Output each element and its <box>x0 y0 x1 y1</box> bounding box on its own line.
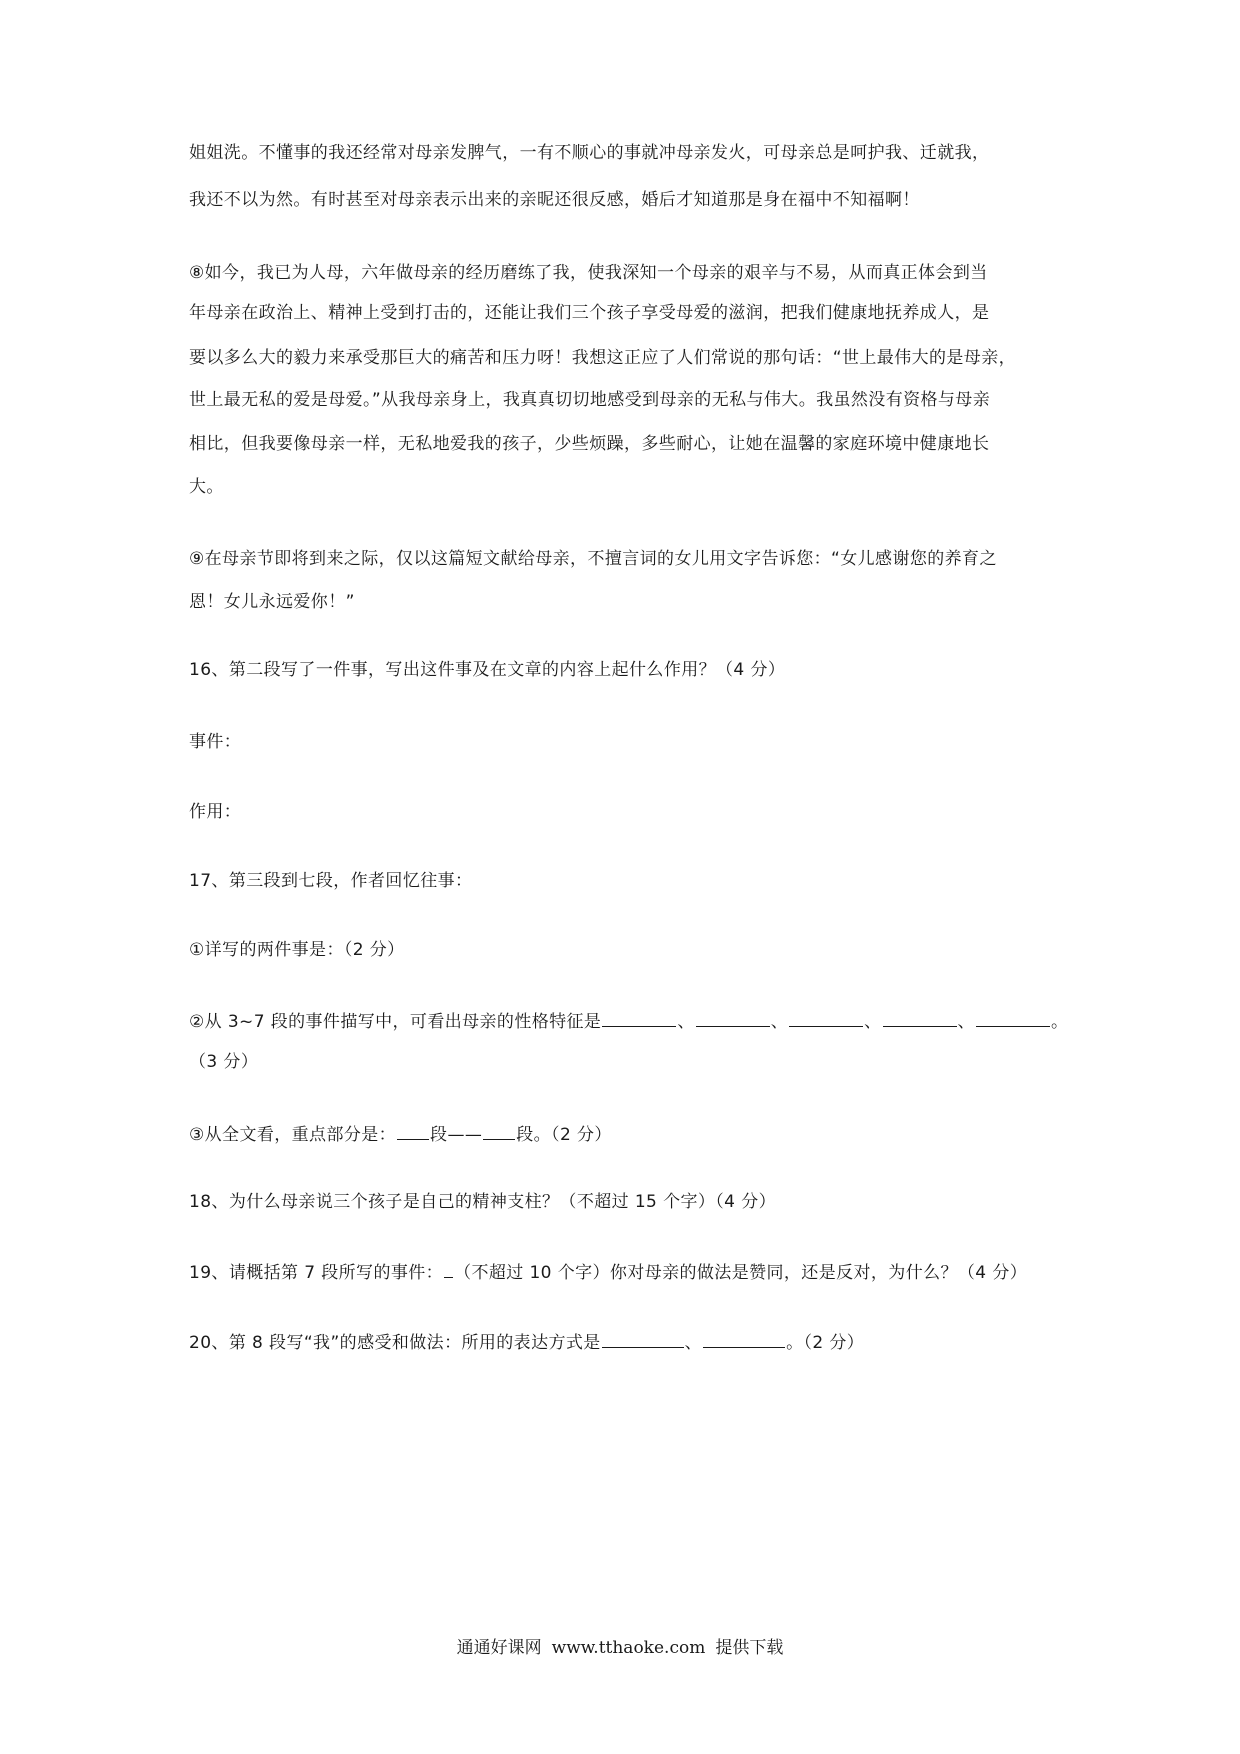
question-19-suffix: （不超过 10 个字）你对母亲的做法是赞同，还是反对，为什么？（4 分） <box>454 1263 1028 1283</box>
answer-blank[interactable] <box>397 1121 429 1140</box>
answer-blank[interactable] <box>703 1329 785 1348</box>
question-17: 17、第三段到七段，作者回忆往事： <box>189 871 473 891</box>
footer-site-name: 通通好课网 <box>456 1638 542 1658</box>
question-19-prefix: 19、请概括第 7 段所写的事件： <box>189 1263 444 1283</box>
paragraph9-line-1: ⑨在母亲节即将到来之际，仅以这篇短文献给母亲，不擅言词的女儿用文字告诉您：“女儿感谢您的养育之 <box>189 549 997 569</box>
answer-blank[interactable] <box>602 1329 684 1348</box>
paragraph8-line-1: ⑧如今，我已为人母，六年做母亲的经历磨练了我，使我深知一个母亲的艰辛与不易，从而真正体会到当 <box>189 263 988 283</box>
question-17-sub3-end: 段。（2 分） <box>516 1125 612 1145</box>
answer-blank[interactable] <box>483 1121 515 1140</box>
answer-blank[interactable] <box>976 1008 1050 1027</box>
paragraph9-line-2: 恩！女儿永远爱你！” <box>189 592 355 612</box>
answer-blank[interactable] <box>602 1008 676 1027</box>
question-17-sub1: ①详写的两件事是：（2 分） <box>189 940 405 960</box>
question-17-sub3 <box>189 1121 612 1147</box>
footer-url[interactable]: www.tthaoke.com <box>551 1638 706 1658</box>
question-20-prefix: 20、第 8 段写“我”的感受和做法：所用的表达方式是 <box>189 1333 601 1353</box>
paragraph8-line-3: 要以多么大的毅力来承受那巨大的痛苦和压力呀！我想这正应了人们常说的那句话：“世上最伟大的是母亲， <box>189 348 1017 368</box>
page-footer <box>0 1636 1240 1660</box>
separator: 、 <box>684 1333 703 1353</box>
period: 。 <box>1050 1012 1069 1032</box>
question-17-sub2-prefix: ②从 3~7 段的事件描写中，可看出母亲的性格特征是 <box>189 1012 602 1032</box>
question-17-sub2-score: （3 分） <box>189 1052 259 1072</box>
answer-blank[interactable] <box>789 1008 863 1027</box>
question-20 <box>189 1329 864 1355</box>
question-17-sub3-prefix: ③从全文看，重点部分是： <box>189 1125 397 1145</box>
separator: 、 <box>770 1012 789 1032</box>
question-16-event-label: 事件： <box>189 732 242 752</box>
paragraph8-line-6: 大。 <box>189 477 224 497</box>
answer-blank[interactable] <box>696 1008 770 1027</box>
paragraph7-line-1: 姐姐洗。不懂事的我还经常对母亲发脾气，一有不顺心的事就冲母亲发火，可母亲总是呵护我、迁就我， <box>189 143 990 163</box>
separator: 、 <box>864 1012 882 1032</box>
question-17-sub2 <box>189 1008 1068 1034</box>
paragraph8-line-5: 相比，但我要像母亲一样，无私地爱我的孩子，少些烦躁，多些耐心，让她在温馨的家庭环境中健康地长 <box>189 434 990 454</box>
answer-blank[interactable] <box>883 1008 957 1027</box>
question-17-sub3-mid: 段—— <box>430 1125 483 1145</box>
answer-blank[interactable] <box>444 1259 453 1278</box>
paragraph8-line-2: 年母亲在政治上、精神上受到打击的，还能让我们三个孩子享受母爱的滋润，把我们健康地抚养成人，是 <box>189 303 990 323</box>
question-18: 18、为什么母亲说三个孩子是自己的精神支柱？（不超过 15 个字）（4 分） <box>189 1192 776 1212</box>
paragraph8-line-4: 世上最无私的爱是母爱。”从我母亲身上，我真真切切地感受到母亲的无私与伟大。我虽然没有资格与母亲 <box>189 390 991 410</box>
separator: 、 <box>677 1012 695 1032</box>
question-20-suffix: 。（2 分） <box>786 1333 865 1353</box>
footer-download: 提供下载 <box>715 1638 784 1658</box>
question-16-effect-label: 作用： <box>189 802 242 822</box>
separator: 、 <box>957 1012 975 1032</box>
question-19 <box>189 1259 1027 1285</box>
paragraph7-line-2: 我还不以为然。有时甚至对母亲表示出来的亲昵还很反感，婚后才知道那是身在福中不知福啊！ <box>189 190 920 210</box>
question-16: 16、第二段写了一件事，写出这件事及在文章的内容上起什么作用？（4 分） <box>189 660 786 680</box>
